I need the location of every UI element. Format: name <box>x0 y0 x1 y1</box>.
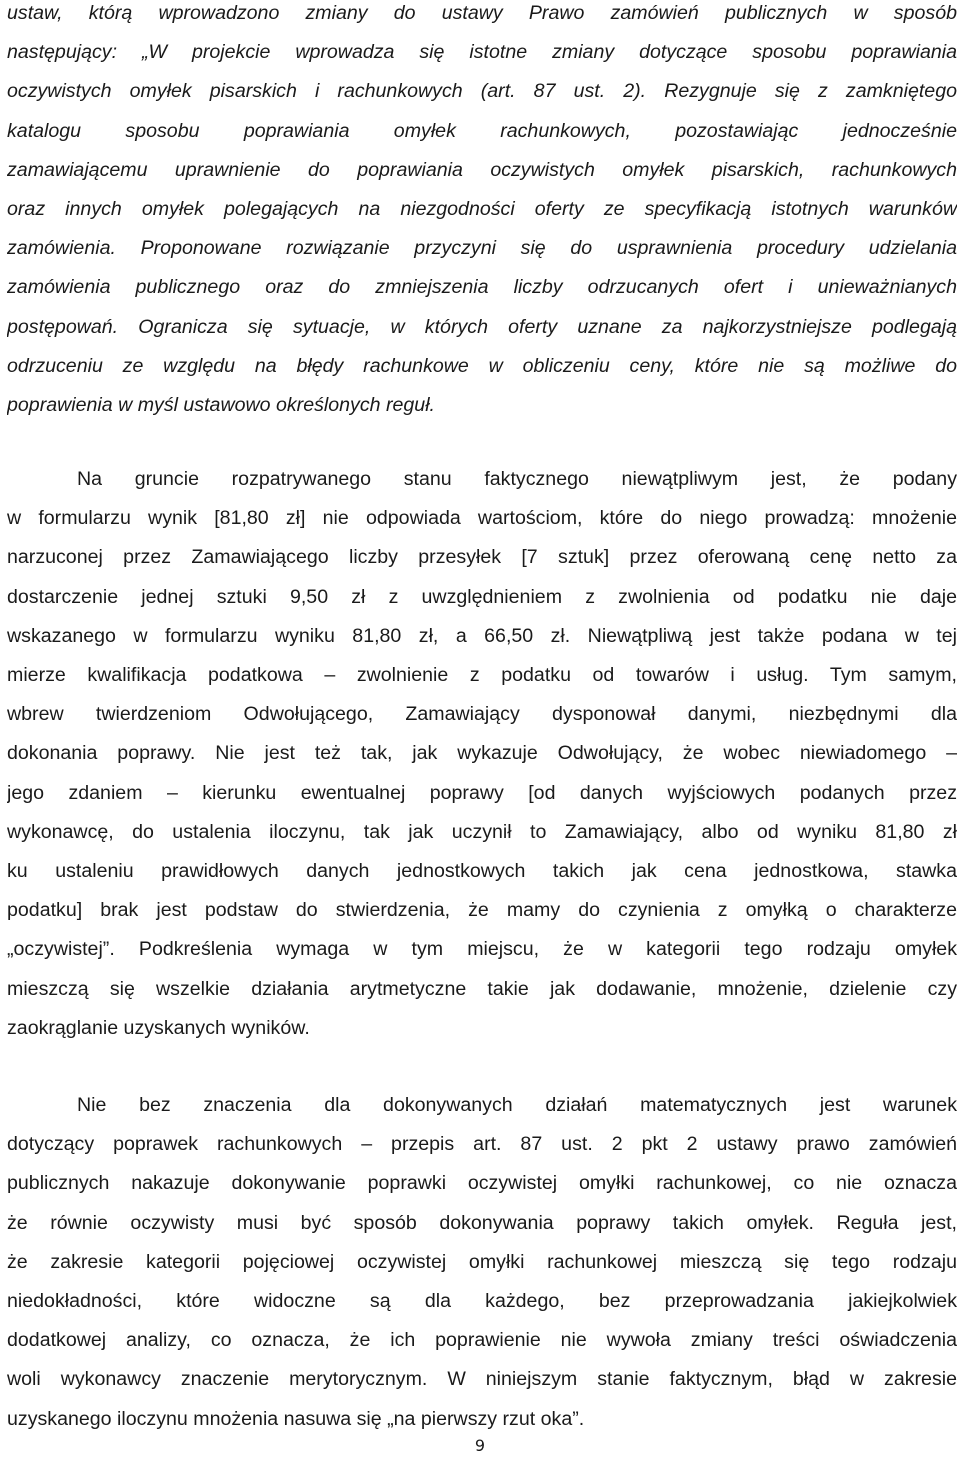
text-line: „oczywistej”. Podkreślenia wymaga w tym miejscu, że w kategorii tego rodzaju omyłek <box>7 938 957 961</box>
text-line: postępowań. Ogranicza się sytuacje, w których oferty uznane za najkorzystniejsze podlegają <box>7 315 957 338</box>
text-line: podatku] brak jest podstaw do stwierdzenia, że mamy do czynienia z omyłką o charakterze <box>7 899 957 922</box>
text-line: woli wykonawcy znaczenie merytorycznym. W niniejszym stanie faktycznym, błąd w zakresie <box>7 1368 957 1391</box>
text-line: publicznych nakazuje dokonywanie poprawki oczywistej omyłki rachunkowej, co nie oznacza <box>7 1172 957 1195</box>
text-line: ustaw, którą wprowadzono zmiany do ustawy Prawo zamówień publicznych w sposób <box>7 2 957 24</box>
text-line: poprawienia w myśl ustawowo określonych reguł. <box>7 394 435 417</box>
text-line: uzyskanego iloczynu mnożenia nasuwa się „na pierwszy rzut oka”. <box>7 1407 585 1430</box>
text-line: oczywistych omyłek pisarskich i rachunkowych (art. 87 ust. 2). Rezygnuje się z zamkniętego <box>7 80 957 103</box>
text-line: wskazanego w formularzu wyniku 81,80 zł, a 66,50 zł. Niewątpliwą jest także podana w tej <box>7 624 957 647</box>
text-line: zamówienia. Proponowane rozwiązanie przyczyni się do usprawnienia procedury udzielania <box>7 237 957 260</box>
text-line: dostarczenie jednej sztuki 9,50 zł z uwzględnieniem z zwolnienia od podatku nie daje <box>7 585 957 608</box>
text-line: oraz innych omyłek polegających na niezgodności oferty ze specyfikacją istotnych warunków <box>7 198 957 221</box>
page-number: 9 <box>474 1436 486 1455</box>
text-line: wykonawcę, do ustalenia iloczynu, tak jak uczynił to Zamawiający, albo od wyniku 81,80 zł <box>7 820 957 843</box>
text-line: że zakresie kategorii pojęciowej oczywistej omyłki rachunkowej mieszczą się tego rodzaju <box>7 1250 957 1273</box>
text-line: Nie bez znaczenia dla dokonywanych działań matematycznych jest warunek <box>77 1094 957 1116</box>
paragraph-conclusion <box>7 1086 957 1439</box>
text-line: mierze kwalifikacja podatkowa – zwolnienie z podatku od towarów i usług. Tym samym, <box>7 664 957 687</box>
text-line: dodatkowej analizy, co oznacza, że ich poprawienie nie wywoła zmiany treści oświadczenia <box>7 1329 957 1352</box>
text-line: odrzuceniu ze względu na błędy rachunkowe w obliczeniu ceny, które nie są możliwe do <box>7 354 957 377</box>
text-line: katalogu sposobu poprawiania omyłek rachunkowych, pozostawiając jednocześnie <box>7 119 957 142</box>
text-line: mieszczą się wszelkie działania arytmetyczne takie jak dodawanie, mnożenie, dzielenie czy <box>7 977 957 1000</box>
text-line: dokonania poprawy. Nie jest też tak, jak wykazuje Odwołujący, że wobec niewiadomego – <box>7 742 957 765</box>
text-line: niedokładności, które widoczne są dla każdego, bez przeprowadzania jakiejkolwiek <box>7 1290 957 1313</box>
text-line: narzuconej przez Zamawiającego liczby przesyłek [7 sztuk] przez oferowaną cenę netto za <box>7 546 957 569</box>
text-line: że równie oczywisty musi być sposób dokonywania poprawy takich omyłek. Reguła jest, <box>7 1211 957 1234</box>
text-line: zamówienia publicznego oraz do zmniejszenia liczby odrzucanych ofert i unieważnianych <box>7 276 957 299</box>
text-line: w formularzu wynik [81,80 zł] nie odpowiada wartościom, które do niego prowadzą: mnożenie <box>7 507 957 530</box>
text-line: zamawiającemu uprawnienie do poprawiania oczywistych omyłek pisarskich, rachunkowych <box>7 158 957 181</box>
text-line: wbrew twierdzeniom Odwołującego, Zamawiający dysponował danymi, niezbędnymi dla <box>7 703 957 726</box>
paragraph-analysis <box>7 460 957 1048</box>
text-line: Na gruncie rozpatrywanego stanu faktycznego niewątpliwym jest, że podany <box>77 468 957 490</box>
text-line: jego zdaniem – kierunku ewentualnej poprawy [od danych wyjściowych podanych przez <box>7 781 957 804</box>
text-line: zaokrąglanie uzyskanych wyników. <box>7 1016 310 1039</box>
text-line: następujący: „W projekcie wprowadza się istotne zmiany dotyczące sposobu poprawiania <box>7 41 957 64</box>
paragraph-quote-italic <box>7 0 957 425</box>
text-line: dotyczący poprawek rachunkowych – przepis art. 87 ust. 2 pkt 2 ustawy prawo zamówień <box>7 1133 957 1156</box>
text-line: ku ustaleniu prawidłowych danych jednostkowych takich jak cena jednostkowa, stawka <box>7 860 957 883</box>
